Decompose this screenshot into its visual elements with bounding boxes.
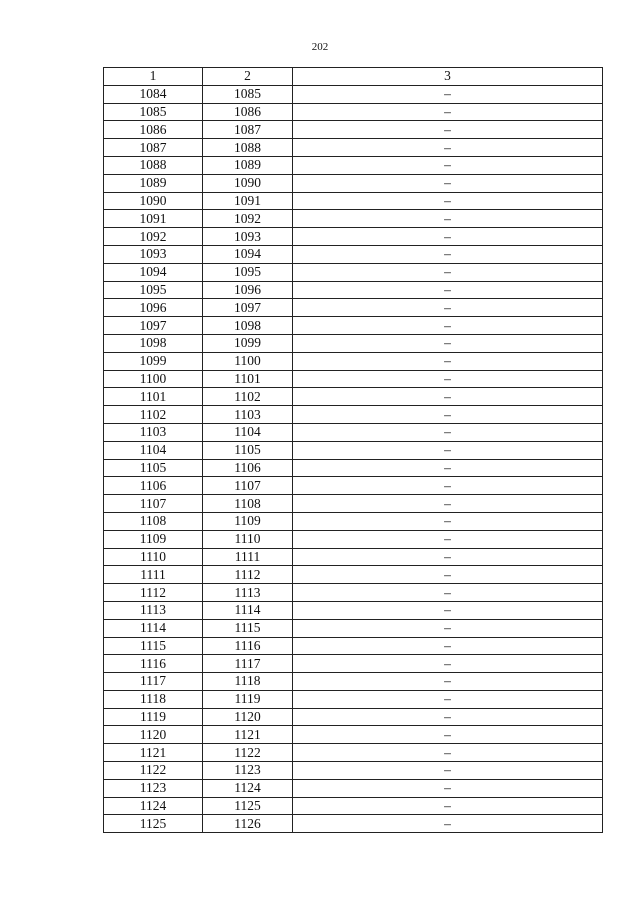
table-cell: 1102: [203, 388, 293, 406]
table-cell: 1100: [104, 370, 203, 388]
column-header: 2: [203, 68, 293, 86]
table-cell: –: [293, 655, 603, 673]
table-cell: –: [293, 584, 603, 602]
table-row: [104, 406, 603, 424]
table-row: [104, 192, 603, 210]
table-cell: 1096: [203, 281, 293, 299]
table-cell: 1092: [203, 210, 293, 228]
table-cell: –: [293, 726, 603, 744]
table-cell: 1120: [104, 726, 203, 744]
table-cell: 1087: [203, 121, 293, 139]
table-cell: 1084: [104, 85, 203, 103]
table-cell: 1095: [104, 281, 203, 299]
table-cell: 1109: [104, 530, 203, 548]
table-cell: 1105: [104, 459, 203, 477]
table-cell: 1107: [203, 477, 293, 495]
table-cell: –: [293, 619, 603, 637]
table-row: [104, 566, 603, 584]
table-cell: –: [293, 744, 603, 762]
table-cell: 1091: [203, 192, 293, 210]
table-cell: –: [293, 388, 603, 406]
table-cell: –: [293, 548, 603, 566]
table-cell: 1097: [203, 299, 293, 317]
table-cell: 1122: [104, 762, 203, 780]
table-row: [104, 673, 603, 691]
table-row: [104, 210, 603, 228]
table-cell: –: [293, 601, 603, 619]
table-cell: 1113: [203, 584, 293, 602]
table-cell: 1119: [104, 708, 203, 726]
table-row: [104, 174, 603, 192]
table-cell: –: [293, 441, 603, 459]
table-row: [104, 459, 603, 477]
table-cell: 1101: [203, 370, 293, 388]
table-cell: –: [293, 281, 603, 299]
table-cell: 1116: [104, 655, 203, 673]
table-cell: 1118: [203, 673, 293, 691]
table-cell: 1120: [203, 708, 293, 726]
table-cell: 1095: [203, 263, 293, 281]
table-cell: –: [293, 459, 603, 477]
table-cell: 1086: [203, 103, 293, 121]
table-cell: –: [293, 370, 603, 388]
table-cell: 1090: [203, 174, 293, 192]
table-cell: –: [293, 406, 603, 424]
table-cell: 1085: [104, 103, 203, 121]
table-cell: –: [293, 512, 603, 530]
table-row: [104, 299, 603, 317]
table-row: [104, 370, 603, 388]
table-row: [104, 477, 603, 495]
table-cell: –: [293, 156, 603, 174]
table-cell: 1123: [203, 762, 293, 780]
table-cell: 1110: [104, 548, 203, 566]
table-row: [104, 103, 603, 121]
table-cell: 1106: [104, 477, 203, 495]
table-cell: 1094: [104, 263, 203, 281]
table-cell: 1118: [104, 690, 203, 708]
table-cell: 1111: [203, 548, 293, 566]
table-header-row: [104, 68, 603, 86]
table-cell: –: [293, 245, 603, 263]
table-cell: 1104: [203, 423, 293, 441]
table-cell: –: [293, 174, 603, 192]
table-cell: –: [293, 530, 603, 548]
table-cell: –: [293, 334, 603, 352]
table-cell: 1089: [203, 156, 293, 174]
table-row: [104, 512, 603, 530]
table-cell: 1103: [104, 423, 203, 441]
table-cell: 1088: [203, 139, 293, 157]
table-row: [104, 815, 603, 833]
table-cell: –: [293, 317, 603, 335]
table-row: [104, 139, 603, 157]
table-cell: 1115: [203, 619, 293, 637]
table-cell: 1089: [104, 174, 203, 192]
table-cell: –: [293, 85, 603, 103]
table-row: [104, 352, 603, 370]
table-cell: 1099: [104, 352, 203, 370]
table-row: [104, 156, 603, 174]
table-cell: 1121: [203, 726, 293, 744]
table-cell: 1113: [104, 601, 203, 619]
table-cell: 1122: [203, 744, 293, 762]
table-cell: 1087: [104, 139, 203, 157]
table-row: [104, 726, 603, 744]
table-cell: 1098: [104, 334, 203, 352]
table-cell: 1110: [203, 530, 293, 548]
table-cell: 1112: [203, 566, 293, 584]
table-cell: 1106: [203, 459, 293, 477]
table-row: [104, 690, 603, 708]
table-cell: 1100: [203, 352, 293, 370]
table-row: [104, 281, 603, 299]
table-row: [104, 317, 603, 335]
table-row: [104, 797, 603, 815]
table-body: [104, 85, 603, 832]
table-cell: –: [293, 352, 603, 370]
table-row: [104, 388, 603, 406]
table-row: [104, 228, 603, 246]
table-row: [104, 85, 603, 103]
table-row: [104, 708, 603, 726]
table-cell: –: [293, 139, 603, 157]
table-cell: 1102: [104, 406, 203, 424]
table-cell: 1101: [104, 388, 203, 406]
table-cell: –: [293, 423, 603, 441]
table-cell: 1126: [203, 815, 293, 833]
table-cell: 1125: [203, 797, 293, 815]
table-cell: 1123: [104, 779, 203, 797]
table-row: [104, 584, 603, 602]
table-cell: –: [293, 673, 603, 691]
column-header: 1: [104, 68, 203, 86]
table-cell: 1114: [104, 619, 203, 637]
table-row: [104, 263, 603, 281]
table-row: [104, 601, 603, 619]
table-cell: 1096: [104, 299, 203, 317]
table-cell: –: [293, 797, 603, 815]
table-cell: 1105: [203, 441, 293, 459]
table-cell: 1085: [203, 85, 293, 103]
table-row: [104, 495, 603, 513]
table-cell: 1104: [104, 441, 203, 459]
table-cell: –: [293, 477, 603, 495]
table-cell: –: [293, 121, 603, 139]
table-cell: 1121: [104, 744, 203, 762]
table-cell: –: [293, 637, 603, 655]
table-cell: –: [293, 495, 603, 513]
table-row: [104, 762, 603, 780]
table-cell: 1107: [104, 495, 203, 513]
table-row: [104, 245, 603, 263]
table-cell: –: [293, 708, 603, 726]
table-cell: 1125: [104, 815, 203, 833]
table-cell: 1111: [104, 566, 203, 584]
table-row: [104, 530, 603, 548]
table-row: [104, 441, 603, 459]
table-cell: 1117: [203, 655, 293, 673]
table-row: [104, 423, 603, 441]
table-cell: 1108: [203, 495, 293, 513]
table-cell: –: [293, 779, 603, 797]
table-cell: 1093: [203, 228, 293, 246]
table-row: [104, 655, 603, 673]
table-cell: 1094: [203, 245, 293, 263]
table-cell: 1091: [104, 210, 203, 228]
table-cell: –: [293, 192, 603, 210]
table-cell: –: [293, 815, 603, 833]
table-cell: 1124: [104, 797, 203, 815]
table-cell: 1090: [104, 192, 203, 210]
table-cell: –: [293, 762, 603, 780]
table-row: [104, 779, 603, 797]
table-cell: 1097: [104, 317, 203, 335]
table-cell: 1093: [104, 245, 203, 263]
table-cell: 1117: [104, 673, 203, 691]
table-row: [104, 637, 603, 655]
table-row: [104, 548, 603, 566]
table-row: [104, 334, 603, 352]
column-header: 3: [293, 68, 603, 86]
table-cell: –: [293, 299, 603, 317]
table-cell: 1086: [104, 121, 203, 139]
table-cell: 1099: [203, 334, 293, 352]
table-row: [104, 744, 603, 762]
table-cell: 1108: [104, 512, 203, 530]
table-cell: –: [293, 566, 603, 584]
table-cell: –: [293, 103, 603, 121]
table-header: [104, 68, 603, 86]
table-cell: 1109: [203, 512, 293, 530]
table-cell: 1116: [203, 637, 293, 655]
table-cell: 1119: [203, 690, 293, 708]
table-cell: 1098: [203, 317, 293, 335]
table-cell: 1112: [104, 584, 203, 602]
table-cell: 1088: [104, 156, 203, 174]
table-row: [104, 121, 603, 139]
table-cell: 1092: [104, 228, 203, 246]
table-cell: 1124: [203, 779, 293, 797]
table-cell: –: [293, 210, 603, 228]
table-cell: –: [293, 690, 603, 708]
table-cell: –: [293, 263, 603, 281]
page-number: 202: [311, 41, 329, 53]
data-table: [103, 67, 603, 833]
table-cell: 1115: [104, 637, 203, 655]
table-cell: –: [293, 228, 603, 246]
table-cell: 1114: [203, 601, 293, 619]
table-cell: 1103: [203, 406, 293, 424]
table-row: [104, 619, 603, 637]
